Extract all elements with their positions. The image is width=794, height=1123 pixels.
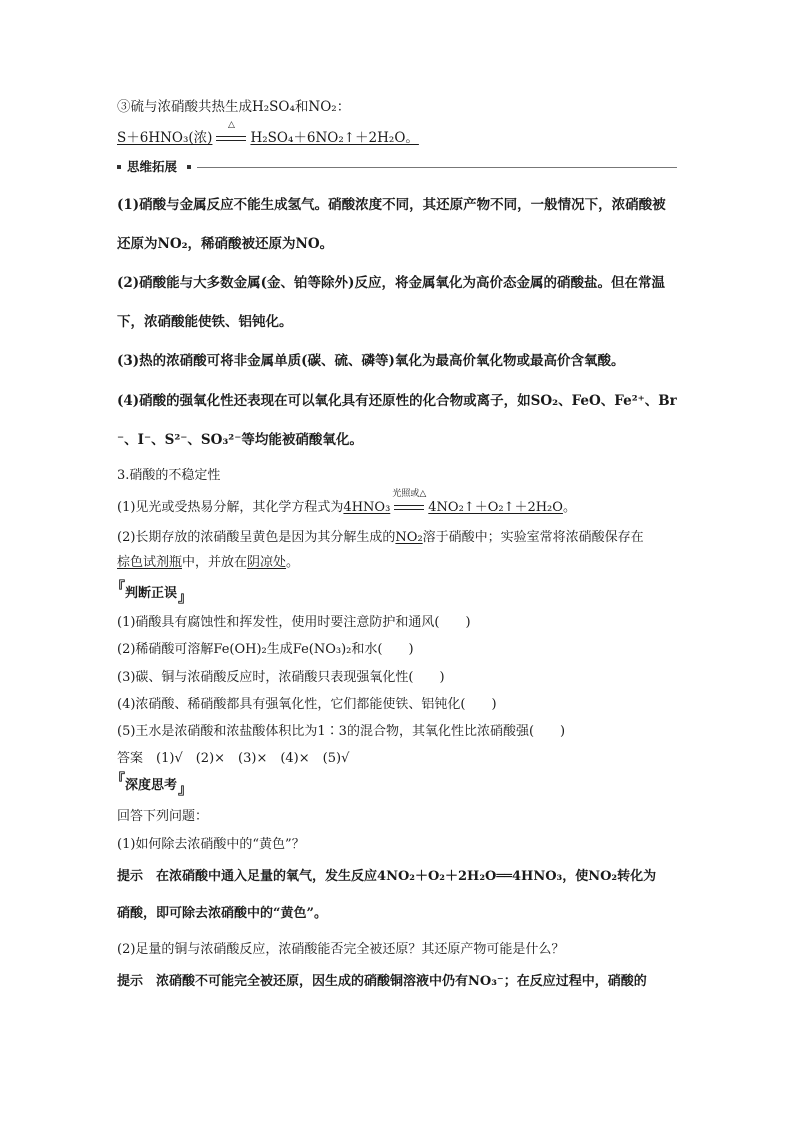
thinking-p2-line1: (2)硝酸能与大多数金属(金、铂等除外)反应，将金属氧化为高价态金属的硝酸盐。但在常温 [117, 275, 665, 291]
answer-label: 答案 [117, 751, 144, 766]
answer-blank: 4HNO₃ [343, 500, 391, 515]
text: (2)长期存放的浓硝酸呈黄色是因为其分解生成的 [117, 530, 396, 545]
deep-intro: 回答下列问题： [117, 809, 209, 824]
sulfur-reaction-intro: ③硫与浓硝酸共热生成H₂SO₄和NO₂： [117, 99, 351, 115]
bullet-square [117, 165, 121, 169]
thinking-section-header [117, 160, 677, 174]
deep-title-text: 深度思考 [125, 778, 178, 793]
deep-answer-1-line2: 硝酸，即可除去浓硝酸中的“黄色”。 [117, 906, 327, 921]
text: (1)见光或受热易分解，其化学方程式为 [117, 500, 344, 515]
answer-blank: 4NO₂↑＋O₂↑＋2H₂O [428, 500, 563, 515]
sulfur-equation [117, 120, 419, 146]
thinking-title: 思维拓展 [127, 159, 178, 174]
judge-item: (4)浓硝酸、稀硝酸都具有强氧化性，它们都能使铁、铝钝化( ) [117, 697, 497, 712]
text: 浓硝酸不可能完全被还原，因生成的硝酸铜溶液中仍有NO₃⁻；在反应过程中，硝酸的 [156, 974, 647, 989]
judge-item: (1)硝酸具有腐蚀性和挥发性，使用时要注意防护和通风( ) [117, 615, 471, 630]
equation-left: S＋6HNO₃(浓) [117, 130, 213, 146]
answer-blank: NO₂ [395, 530, 423, 545]
judge-answers [117, 752, 349, 765]
thinking-p4-line1: (4)硝酸的强氧化性还表现在可以氧化具有还原性的化合物或离子，如SO₂、FeO、Fe²⁺、Br [117, 393, 677, 409]
text: 溶于硝酸中；实验室常将浓硝酸保存在 [422, 530, 644, 545]
judge-title-text: 判断正误 [125, 586, 178, 601]
answer-blank: 阴凉处 [247, 555, 287, 570]
bullet-square [187, 165, 191, 169]
deep-question-2: (2)足量的铜与浓硝酸反应，浓硝酸能否完全被还原？其还原产物可能是什么？ [117, 942, 565, 957]
equation-arrow [392, 489, 427, 514]
equation-condition: 光照或△ [392, 489, 427, 499]
judge-title [117, 587, 185, 600]
thinking-p1-line1: (1)硝酸与金属反应不能生成氢气。硝酸浓度不同，其还原产物不同，一般情况下，浓硝酸被 [117, 197, 666, 213]
answer-blank: 棕色试剂瓶 [117, 555, 183, 570]
text: 。 [562, 500, 576, 515]
equation-right: H₂SO₄＋6NO₂↑＋2H₂O。 [250, 130, 419, 146]
instability-line3 [117, 556, 299, 569]
thinking-p2-line2: 下，浓硝酸能使铁、铝钝化。 [117, 314, 293, 330]
instability-heading: 3.硝酸的不稳定性 [117, 468, 221, 483]
equation-condition: △ [227, 120, 235, 130]
text: 。 [286, 555, 300, 570]
thinking-p4-line2: ⁻、I⁻、S²⁻、SO₃²⁻等均能被硝酸氧化。 [117, 432, 363, 448]
instability-line2 [117, 531, 644, 544]
equation-arrow [216, 120, 246, 146]
thinking-p3: (3)热的浓硝酸可将非金属单质(碳、硫、磷等)氧化为最高价氧化物或最高价含氧酸。 [117, 353, 625, 369]
divider [197, 167, 677, 168]
text: 在浓硝酸中通入足量的氧气，发生反应4NO₂＋O₂＋2H₂O══4HNO₃，使NO₂转化为 [156, 869, 657, 884]
thinking-p1-line2: 还原为NO₂，稀硝酸被还原为NO。 [117, 236, 334, 252]
text: 中，并放在 [182, 555, 248, 570]
hint-label: 提示 [117, 869, 144, 884]
judge-item: (3)碳、铜与浓硝酸反应时，浓硝酸只表现强氧化性( ) [117, 670, 445, 685]
deep-answer-1-line1 [117, 870, 656, 883]
answer-values: (1)√ (2)× (3)× (4)× (5)√ [156, 751, 350, 766]
judge-item: (5)王水是浓硝酸和浓盐酸体积比为1∶3的混合物，其氧化性比浓硝酸强( ) [117, 724, 566, 739]
deep-answer-2-line1 [117, 975, 647, 988]
deep-question-1: (1)如何除去浓硝酸中的“黄色”？ [117, 837, 305, 852]
deep-title [117, 779, 185, 792]
hint-label: 提示 [117, 974, 144, 989]
judge-item: (2)稀硝酸可溶解Fe(OH)₂生成Fe(NO₃)₂和水( ) [117, 642, 414, 657]
instability-line1 [117, 489, 576, 515]
